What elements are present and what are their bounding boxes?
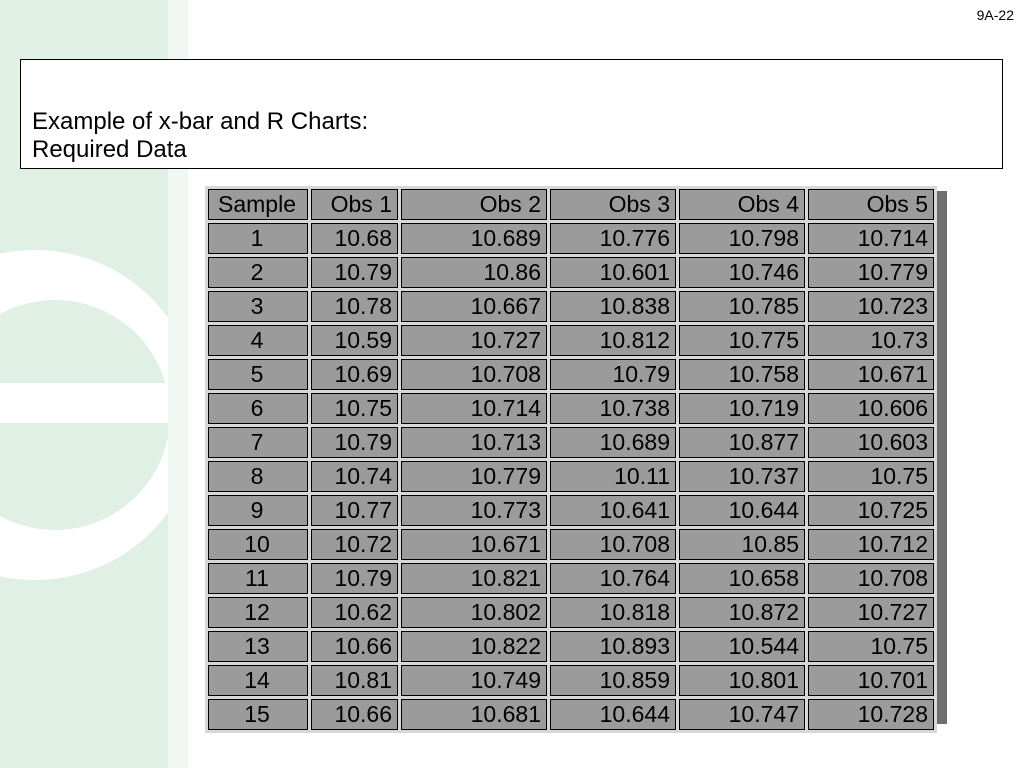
table-row — [208, 393, 934, 424]
cell-obs-4: 10.872 — [679, 597, 805, 628]
cell-sample: 4 — [208, 325, 308, 356]
table-body — [208, 223, 934, 730]
cell-obs-4: 10.658 — [679, 563, 805, 594]
table-row — [208, 563, 934, 594]
cell-obs-4: 10.746 — [679, 257, 805, 288]
cell-obs-4: 10.85 — [679, 529, 805, 560]
cell-obs-2: 10.713 — [401, 427, 547, 458]
table-row — [208, 495, 934, 526]
background-cross-bar — [0, 383, 188, 423]
cell-sample: 5 — [208, 359, 308, 390]
cell-sample: 6 — [208, 393, 308, 424]
cell-obs-5: 10.671 — [808, 359, 934, 390]
slide-title-line-1: Example of x-bar and R Charts: — [32, 108, 369, 135]
cell-obs-1: 10.81 — [311, 665, 398, 696]
cell-obs-5: 10.75 — [808, 631, 934, 662]
cell-obs-1: 10.79 — [311, 563, 398, 594]
table-row — [208, 597, 934, 628]
cell-obs-3: 10.738 — [550, 393, 676, 424]
cell-obs-3: 10.644 — [550, 699, 676, 730]
cell-obs-5: 10.714 — [808, 223, 934, 254]
cell-sample: 3 — [208, 291, 308, 322]
cell-obs-4: 10.801 — [679, 665, 805, 696]
cell-sample: 15 — [208, 699, 308, 730]
cell-obs-3: 10.859 — [550, 665, 676, 696]
cell-obs-5: 10.75 — [808, 461, 934, 492]
cell-obs-1: 10.75 — [311, 393, 398, 424]
title-box — [20, 59, 1003, 169]
cell-obs-4: 10.758 — [679, 359, 805, 390]
cell-obs-2: 10.749 — [401, 665, 547, 696]
cell-sample: 12 — [208, 597, 308, 628]
table-row — [208, 529, 934, 560]
cell-sample: 10 — [208, 529, 308, 560]
cell-obs-3: 10.764 — [550, 563, 676, 594]
cell-obs-3: 10.776 — [550, 223, 676, 254]
cell-obs-2: 10.727 — [401, 325, 547, 356]
cell-obs-1: 10.72 — [311, 529, 398, 560]
cell-obs-2: 10.671 — [401, 529, 547, 560]
cell-obs-5: 10.712 — [808, 529, 934, 560]
cell-obs-4: 10.877 — [679, 427, 805, 458]
cell-obs-1: 10.66 — [311, 631, 398, 662]
cell-obs-1: 10.62 — [311, 597, 398, 628]
cell-obs-3: 10.601 — [550, 257, 676, 288]
cell-obs-1: 10.66 — [311, 699, 398, 730]
cell-obs-5: 10.606 — [808, 393, 934, 424]
cell-obs-2: 10.708 — [401, 359, 547, 390]
cell-obs-3: 10.689 — [550, 427, 676, 458]
table-row — [208, 461, 934, 492]
cell-obs-1: 10.79 — [311, 257, 398, 288]
cell-sample: 9 — [208, 495, 308, 526]
cell-obs-5: 10.727 — [808, 597, 934, 628]
cell-obs-1: 10.69 — [311, 359, 398, 390]
cell-sample: 14 — [208, 665, 308, 696]
cell-obs-4: 10.785 — [679, 291, 805, 322]
cell-obs-5: 10.701 — [808, 665, 934, 696]
cell-obs-3: 10.708 — [550, 529, 676, 560]
cell-obs-4: 10.719 — [679, 393, 805, 424]
cell-sample: 11 — [208, 563, 308, 594]
cell-obs-1: 10.59 — [311, 325, 398, 356]
cell-obs-2: 10.822 — [401, 631, 547, 662]
table-row — [208, 257, 934, 288]
cell-sample: 1 — [208, 223, 308, 254]
slide-number: 9A-22 — [976, 7, 1014, 23]
cell-obs-2: 10.821 — [401, 563, 547, 594]
header-obs-2: Obs 2 — [401, 189, 547, 220]
cell-obs-3: 10.11 — [550, 461, 676, 492]
cell-obs-5: 10.725 — [808, 495, 934, 526]
table-row — [208, 631, 934, 662]
cell-obs-3: 10.838 — [550, 291, 676, 322]
cell-obs-2: 10.779 — [401, 461, 547, 492]
cell-obs-3: 10.818 — [550, 597, 676, 628]
cell-sample: 2 — [208, 257, 308, 288]
table-row — [208, 427, 934, 458]
cell-obs-4: 10.644 — [679, 495, 805, 526]
cell-obs-5: 10.73 — [808, 325, 934, 356]
cell-obs-3: 10.641 — [550, 495, 676, 526]
cell-obs-1: 10.78 — [311, 291, 398, 322]
cell-obs-2: 10.667 — [401, 291, 547, 322]
cell-obs-4: 10.544 — [679, 631, 805, 662]
cell-obs-4: 10.798 — [679, 223, 805, 254]
cell-obs-2: 10.802 — [401, 597, 547, 628]
cell-obs-5: 10.708 — [808, 563, 934, 594]
cell-obs-4: 10.775 — [679, 325, 805, 356]
slide-title — [32, 108, 368, 164]
cell-obs-1: 10.74 — [311, 461, 398, 492]
table-header-row — [208, 189, 934, 220]
table-row — [208, 359, 934, 390]
cell-obs-2: 10.86 — [401, 257, 547, 288]
cell-obs-1: 10.77 — [311, 495, 398, 526]
cell-sample: 7 — [208, 427, 308, 458]
cell-obs-2: 10.689 — [401, 223, 547, 254]
header-obs-1: Obs 1 — [311, 189, 398, 220]
cell-obs-5: 10.728 — [808, 699, 934, 730]
cell-obs-4: 10.747 — [679, 699, 805, 730]
slide-title-line-2: Required Data — [32, 136, 187, 163]
cell-obs-3: 10.893 — [550, 631, 676, 662]
table-row — [208, 699, 934, 730]
data-table — [205, 186, 937, 733]
cell-obs-2: 10.773 — [401, 495, 547, 526]
cell-obs-3: 10.79 — [550, 359, 676, 390]
cell-obs-3: 10.812 — [550, 325, 676, 356]
table-row — [208, 291, 934, 322]
cell-obs-2: 10.681 — [401, 699, 547, 730]
cell-obs-1: 10.68 — [311, 223, 398, 254]
cell-obs-5: 10.723 — [808, 291, 934, 322]
cell-obs-5: 10.603 — [808, 427, 934, 458]
cell-obs-1: 10.79 — [311, 427, 398, 458]
header-obs-3: Obs 3 — [550, 189, 676, 220]
table-row — [208, 223, 934, 254]
cell-sample: 8 — [208, 461, 308, 492]
cell-obs-2: 10.714 — [401, 393, 547, 424]
header-obs-4: Obs 4 — [679, 189, 805, 220]
cell-sample: 13 — [208, 631, 308, 662]
table-row — [208, 325, 934, 356]
header-obs-5: Obs 5 — [808, 189, 934, 220]
table-row — [208, 665, 934, 696]
header-sample: Sample — [208, 189, 308, 220]
cell-obs-4: 10.737 — [679, 461, 805, 492]
cell-obs-5: 10.779 — [808, 257, 934, 288]
